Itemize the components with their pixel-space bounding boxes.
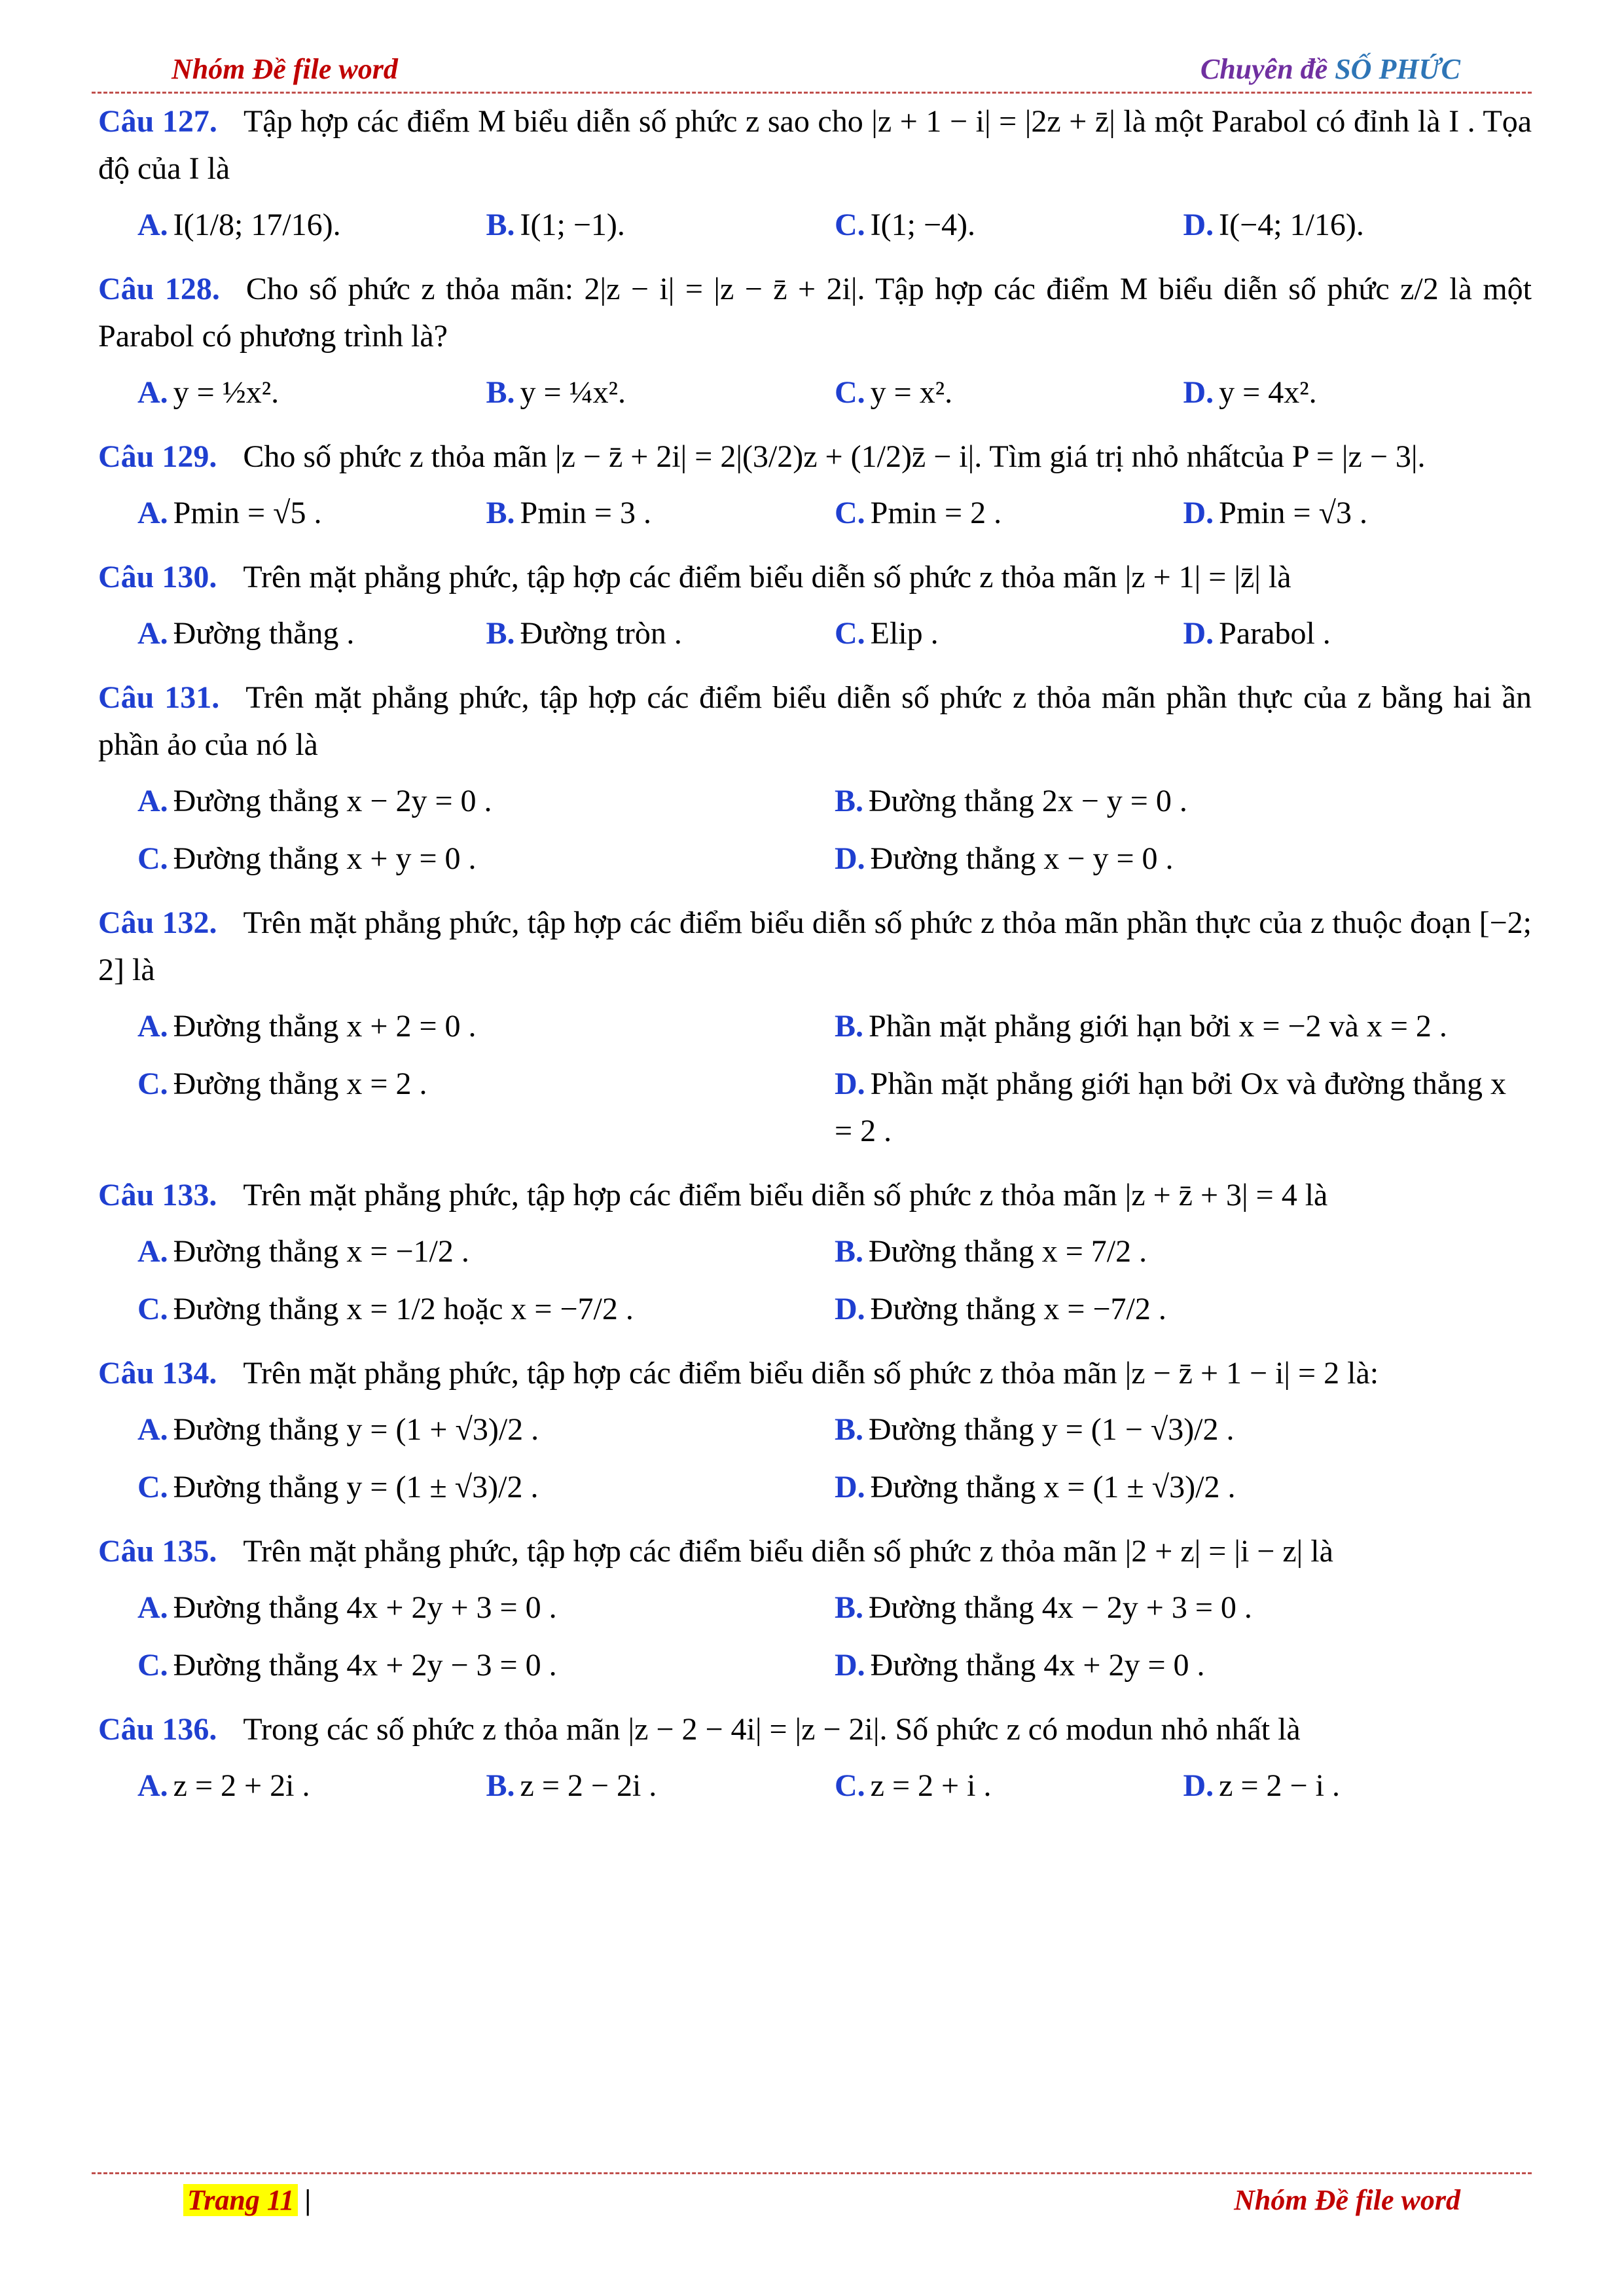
option-label: B.	[486, 496, 515, 530]
answer-option	[137, 1055, 835, 1160]
answer-options	[98, 196, 1532, 254]
option-label: B.	[835, 1412, 864, 1447]
answer-option	[835, 1579, 1532, 1637]
option-label: A.	[137, 1234, 168, 1269]
option-label: D.	[1183, 1768, 1214, 1803]
option-text: y = ¼x².	[520, 375, 626, 410]
option-text: Đường thẳng x = 2 .	[173, 1066, 427, 1101]
option-text: Parabol .	[1219, 616, 1331, 651]
answer-options	[98, 1757, 1532, 1815]
answer-option	[137, 484, 486, 542]
option-text: Đường thẳng x = −1/2 .	[173, 1234, 469, 1269]
question-stem	[98, 554, 1532, 601]
question-4	[98, 554, 1532, 663]
option-text: I(1; −1).	[520, 208, 625, 242]
option-label: B.	[835, 1009, 864, 1044]
option-text: Đường thẳng x = (1 ± √3)/2 .	[870, 1470, 1236, 1504]
option-text: Đường tròn .	[520, 616, 682, 651]
answer-option	[137, 1401, 835, 1459]
question-6	[98, 900, 1532, 1160]
answer-option	[137, 1579, 835, 1637]
answer-option	[486, 484, 835, 542]
option-text: z = 2 + i .	[870, 1768, 992, 1803]
option-text: Đường thẳng x = −7/2 .	[870, 1292, 1166, 1326]
answer-options	[98, 364, 1532, 422]
header-topic	[1200, 52, 1460, 86]
question-stem	[98, 1528, 1532, 1575]
option-label: A.	[137, 1412, 168, 1447]
answer-option	[835, 1757, 1183, 1815]
option-text: Đường thẳng y = (1 − √3)/2 .	[869, 1412, 1235, 1447]
answer-option	[835, 196, 1183, 254]
option-text: Đường thẳng x = 1/2 hoặc x = −7/2 .	[173, 1292, 634, 1326]
option-text: z = 2 − 2i .	[520, 1768, 657, 1803]
answer-option	[835, 1637, 1532, 1694]
question-stem	[98, 674, 1532, 769]
answer-option	[835, 998, 1532, 1055]
question-text: Trên mặt phẳng phức, tập hợp các điểm biểu diễn số phức z thỏa mãn phần thực của z thuộc đoạn [−2; 2] là	[98, 905, 1532, 987]
option-label: B.	[835, 1234, 864, 1269]
answer-option	[1183, 364, 1532, 422]
option-label: A.	[137, 375, 168, 410]
question-number: Câu 134.	[98, 1356, 217, 1391]
answer-option	[137, 1637, 835, 1694]
question-10	[98, 1706, 1532, 1815]
question-number: Câu 133.	[98, 1178, 217, 1212]
question-number: Câu 131.	[98, 680, 220, 715]
header-topic-name: SỐ PHỨC	[1335, 53, 1460, 85]
option-text: z = 2 − i .	[1219, 1768, 1340, 1803]
question-number: Câu 132.	[98, 905, 217, 940]
option-label: C.	[137, 841, 168, 876]
answer-options	[98, 773, 1532, 888]
option-label: A.	[137, 1768, 168, 1803]
question-stem	[98, 1350, 1532, 1397]
question-text: Tập hợp các điểm M biểu diễn số phức z sao cho |z + 1 − i| = |2z + z̄| là một Parabol có đỉnh là I . Tọa độ của I là	[98, 104, 1532, 186]
option-label: D.	[835, 1648, 865, 1683]
option-label: A.	[137, 616, 168, 651]
option-label: B.	[486, 1768, 515, 1803]
option-text: Pmin = 3 .	[520, 496, 651, 530]
option-text: Đường thẳng x + 2 = 0 .	[173, 1009, 477, 1044]
option-label: D.	[1183, 375, 1214, 410]
option-text: Đường thẳng y = (1 + √3)/2 .	[173, 1412, 539, 1447]
option-text: Elip .	[870, 616, 939, 651]
answer-option	[137, 830, 835, 888]
option-label: D.	[835, 841, 865, 876]
question-8	[98, 1350, 1532, 1516]
question-text: Cho số phức z thỏa mãn |z − z̄ + 2i| = 2|(3/2)z + (1/2)z̄ − i|. Tìm giá trị nhỏ nhấtcủa P = |z − 3|.	[243, 439, 1426, 474]
answer-option	[835, 1459, 1532, 1516]
answer-option	[835, 773, 1532, 830]
answer-option	[137, 605, 486, 663]
option-text: y = ½x².	[173, 375, 280, 410]
question-2	[98, 266, 1532, 422]
option-label: A.	[137, 208, 168, 242]
option-label: C.	[137, 1292, 168, 1326]
option-text: Đường thẳng x − y = 0 .	[870, 841, 1174, 876]
header-group-name: Nhóm Đề file word	[171, 53, 398, 85]
option-label: C.	[835, 496, 865, 530]
answer-option	[137, 773, 835, 830]
option-text: Phần mặt phẳng giới hạn bởi Ox và đường thẳng x = 2 .	[835, 1066, 1507, 1148]
question-text: Trên mặt phẳng phức, tập hợp các điểm biểu diễn số phức z thỏa mãn |z + 1| = |z̄| là	[243, 560, 1291, 594]
option-label: D.	[1183, 616, 1214, 651]
option-text: Đường thẳng x = 7/2 .	[869, 1234, 1147, 1269]
answer-options	[98, 484, 1532, 542]
option-label: C.	[137, 1470, 168, 1504]
answer-option	[835, 364, 1183, 422]
option-label: B.	[486, 208, 515, 242]
answer-options	[98, 1401, 1532, 1516]
question-number: Câu 129.	[98, 439, 217, 474]
question-text: Trong các số phức z thỏa mãn |z − 2 − 4i| = |z − 2i|. Số phức z có modun nhỏ nhất là	[243, 1712, 1301, 1747]
header-divider	[92, 92, 1532, 94]
header-topic-prefix: Chuyên đề	[1200, 53, 1328, 85]
answer-option	[137, 998, 835, 1055]
answer-option	[486, 364, 835, 422]
answer-option	[486, 196, 835, 254]
option-label: C.	[137, 1066, 168, 1101]
question-stem	[98, 98, 1532, 192]
answer-option	[835, 605, 1183, 663]
option-text: z = 2 + 2i .	[173, 1768, 310, 1803]
question-stem	[98, 266, 1532, 360]
answer-option	[137, 364, 486, 422]
answer-options	[98, 605, 1532, 663]
option-label: A.	[137, 1590, 168, 1625]
option-text: Đường thẳng 4x − 2y + 3 = 0 .	[869, 1590, 1252, 1625]
question-5	[98, 674, 1532, 888]
option-label: A.	[137, 784, 168, 818]
option-text: I(1/8; 17/16).	[173, 208, 341, 242]
answer-option	[137, 1757, 486, 1815]
option-label: A.	[137, 1009, 168, 1044]
option-text: I(−4; 1/16).	[1219, 208, 1364, 242]
answer-option	[1183, 605, 1532, 663]
option-label: D.	[1183, 208, 1214, 242]
answer-option	[835, 830, 1532, 888]
option-text: Đường thẳng y = (1 ± √3)/2 .	[173, 1470, 539, 1504]
answer-option	[1183, 1757, 1532, 1815]
option-label: B.	[835, 784, 864, 818]
question-text: Cho số phức z thỏa mãn: 2|z − i| = |z − z̄ + 2i|. Tập hợp các điểm M biểu diễn số phức z/2 là một Parabol có phương trình là?	[98, 272, 1532, 354]
answer-option	[137, 1223, 835, 1281]
option-label: B.	[486, 375, 515, 410]
question-number: Câu 130.	[98, 560, 217, 594]
answer-options	[98, 1223, 1532, 1338]
option-text: Đường thẳng 4x + 2y = 0 .	[870, 1648, 1205, 1683]
question-3	[98, 433, 1532, 542]
option-text: y = 4x².	[1219, 375, 1317, 410]
question-list	[98, 98, 1532, 1827]
answer-option	[1183, 484, 1532, 542]
answer-option	[835, 1281, 1532, 1338]
footer-page	[183, 2183, 311, 2217]
option-text: Phần mặt phẳng giới hạn bởi x = −2 và x = 2 .	[869, 1009, 1447, 1044]
answer-option	[486, 605, 835, 663]
question-stem	[98, 900, 1532, 994]
option-label: C.	[835, 375, 865, 410]
answer-options	[98, 1579, 1532, 1694]
option-label: D.	[835, 1066, 865, 1101]
question-number: Câu 128.	[98, 272, 220, 306]
footer-group-name: Nhóm Đề file word	[1234, 2184, 1460, 2216]
answer-option	[835, 484, 1183, 542]
question-text: Trên mặt phẳng phức, tập hợp các điểm biểu diễn số phức z thỏa mãn |z + z̄ + 3| = 4 là	[243, 1178, 1328, 1212]
answer-option	[835, 1055, 1532, 1160]
option-text: Đường thẳng 4x + 2y − 3 = 0 .	[173, 1648, 557, 1683]
answer-options	[98, 998, 1532, 1160]
option-label: C.	[835, 616, 865, 651]
option-text: Đường thẳng 2x − y = 0 .	[869, 784, 1187, 818]
answer-option	[835, 1401, 1532, 1459]
option-text: Đường thẳng x − 2y = 0 .	[173, 784, 492, 818]
option-label: C.	[137, 1648, 168, 1683]
option-text: y = x².	[870, 375, 953, 410]
answer-option	[1183, 196, 1532, 254]
question-stem	[98, 1172, 1532, 1219]
footer-divider	[92, 2172, 1532, 2174]
answer-option	[835, 1223, 1532, 1281]
question-stem	[98, 1706, 1532, 1753]
answer-option	[137, 1281, 835, 1338]
option-label: C.	[835, 208, 865, 242]
option-text: I(1; −4).	[870, 208, 976, 242]
question-text: Trên mặt phẳng phức, tập hợp các điểm biểu diễn số phức z thỏa mãn phần thực của z bằng hai ần phần ảo của nó là	[98, 680, 1532, 762]
option-label: C.	[835, 1768, 865, 1803]
question-number: Câu 136.	[98, 1712, 217, 1747]
question-text: Trên mặt phẳng phức, tập hợp các điểm biểu diễn số phức z thỏa mãn |2 + z| = |i − z| là	[243, 1534, 1333, 1569]
option-label: B.	[486, 616, 515, 651]
footer-separator: |	[304, 2184, 312, 2216]
option-label: D.	[1183, 496, 1214, 530]
question-1	[98, 98, 1532, 254]
option-text: Pmin = 2 .	[870, 496, 1002, 530]
option-label: D.	[835, 1292, 865, 1326]
option-text: Đường thẳng 4x + 2y + 3 = 0 .	[173, 1590, 557, 1625]
option-label: A.	[137, 496, 168, 530]
option-label: D.	[835, 1470, 865, 1504]
option-text: Đường thẳng x + y = 0 .	[173, 841, 477, 876]
question-9	[98, 1528, 1532, 1694]
option-text: Pmin = √3 .	[1219, 496, 1367, 530]
option-label: B.	[835, 1590, 864, 1625]
question-7	[98, 1172, 1532, 1338]
answer-option	[486, 1757, 835, 1815]
answer-option	[137, 196, 486, 254]
question-stem	[98, 433, 1532, 481]
question-number: Câu 127.	[98, 104, 217, 139]
option-text: Đường thẳng .	[173, 616, 355, 651]
answer-option	[137, 1459, 835, 1516]
question-number: Câu 135.	[98, 1534, 217, 1569]
question-text: Trên mặt phẳng phức, tập hợp các điểm biểu diễn số phức z thỏa mãn |z − z̄ + 1 − i| = 2 là:	[243, 1356, 1379, 1391]
page-number: Trang 11	[183, 2184, 298, 2216]
option-text: Pmin = √5 .	[173, 496, 322, 530]
